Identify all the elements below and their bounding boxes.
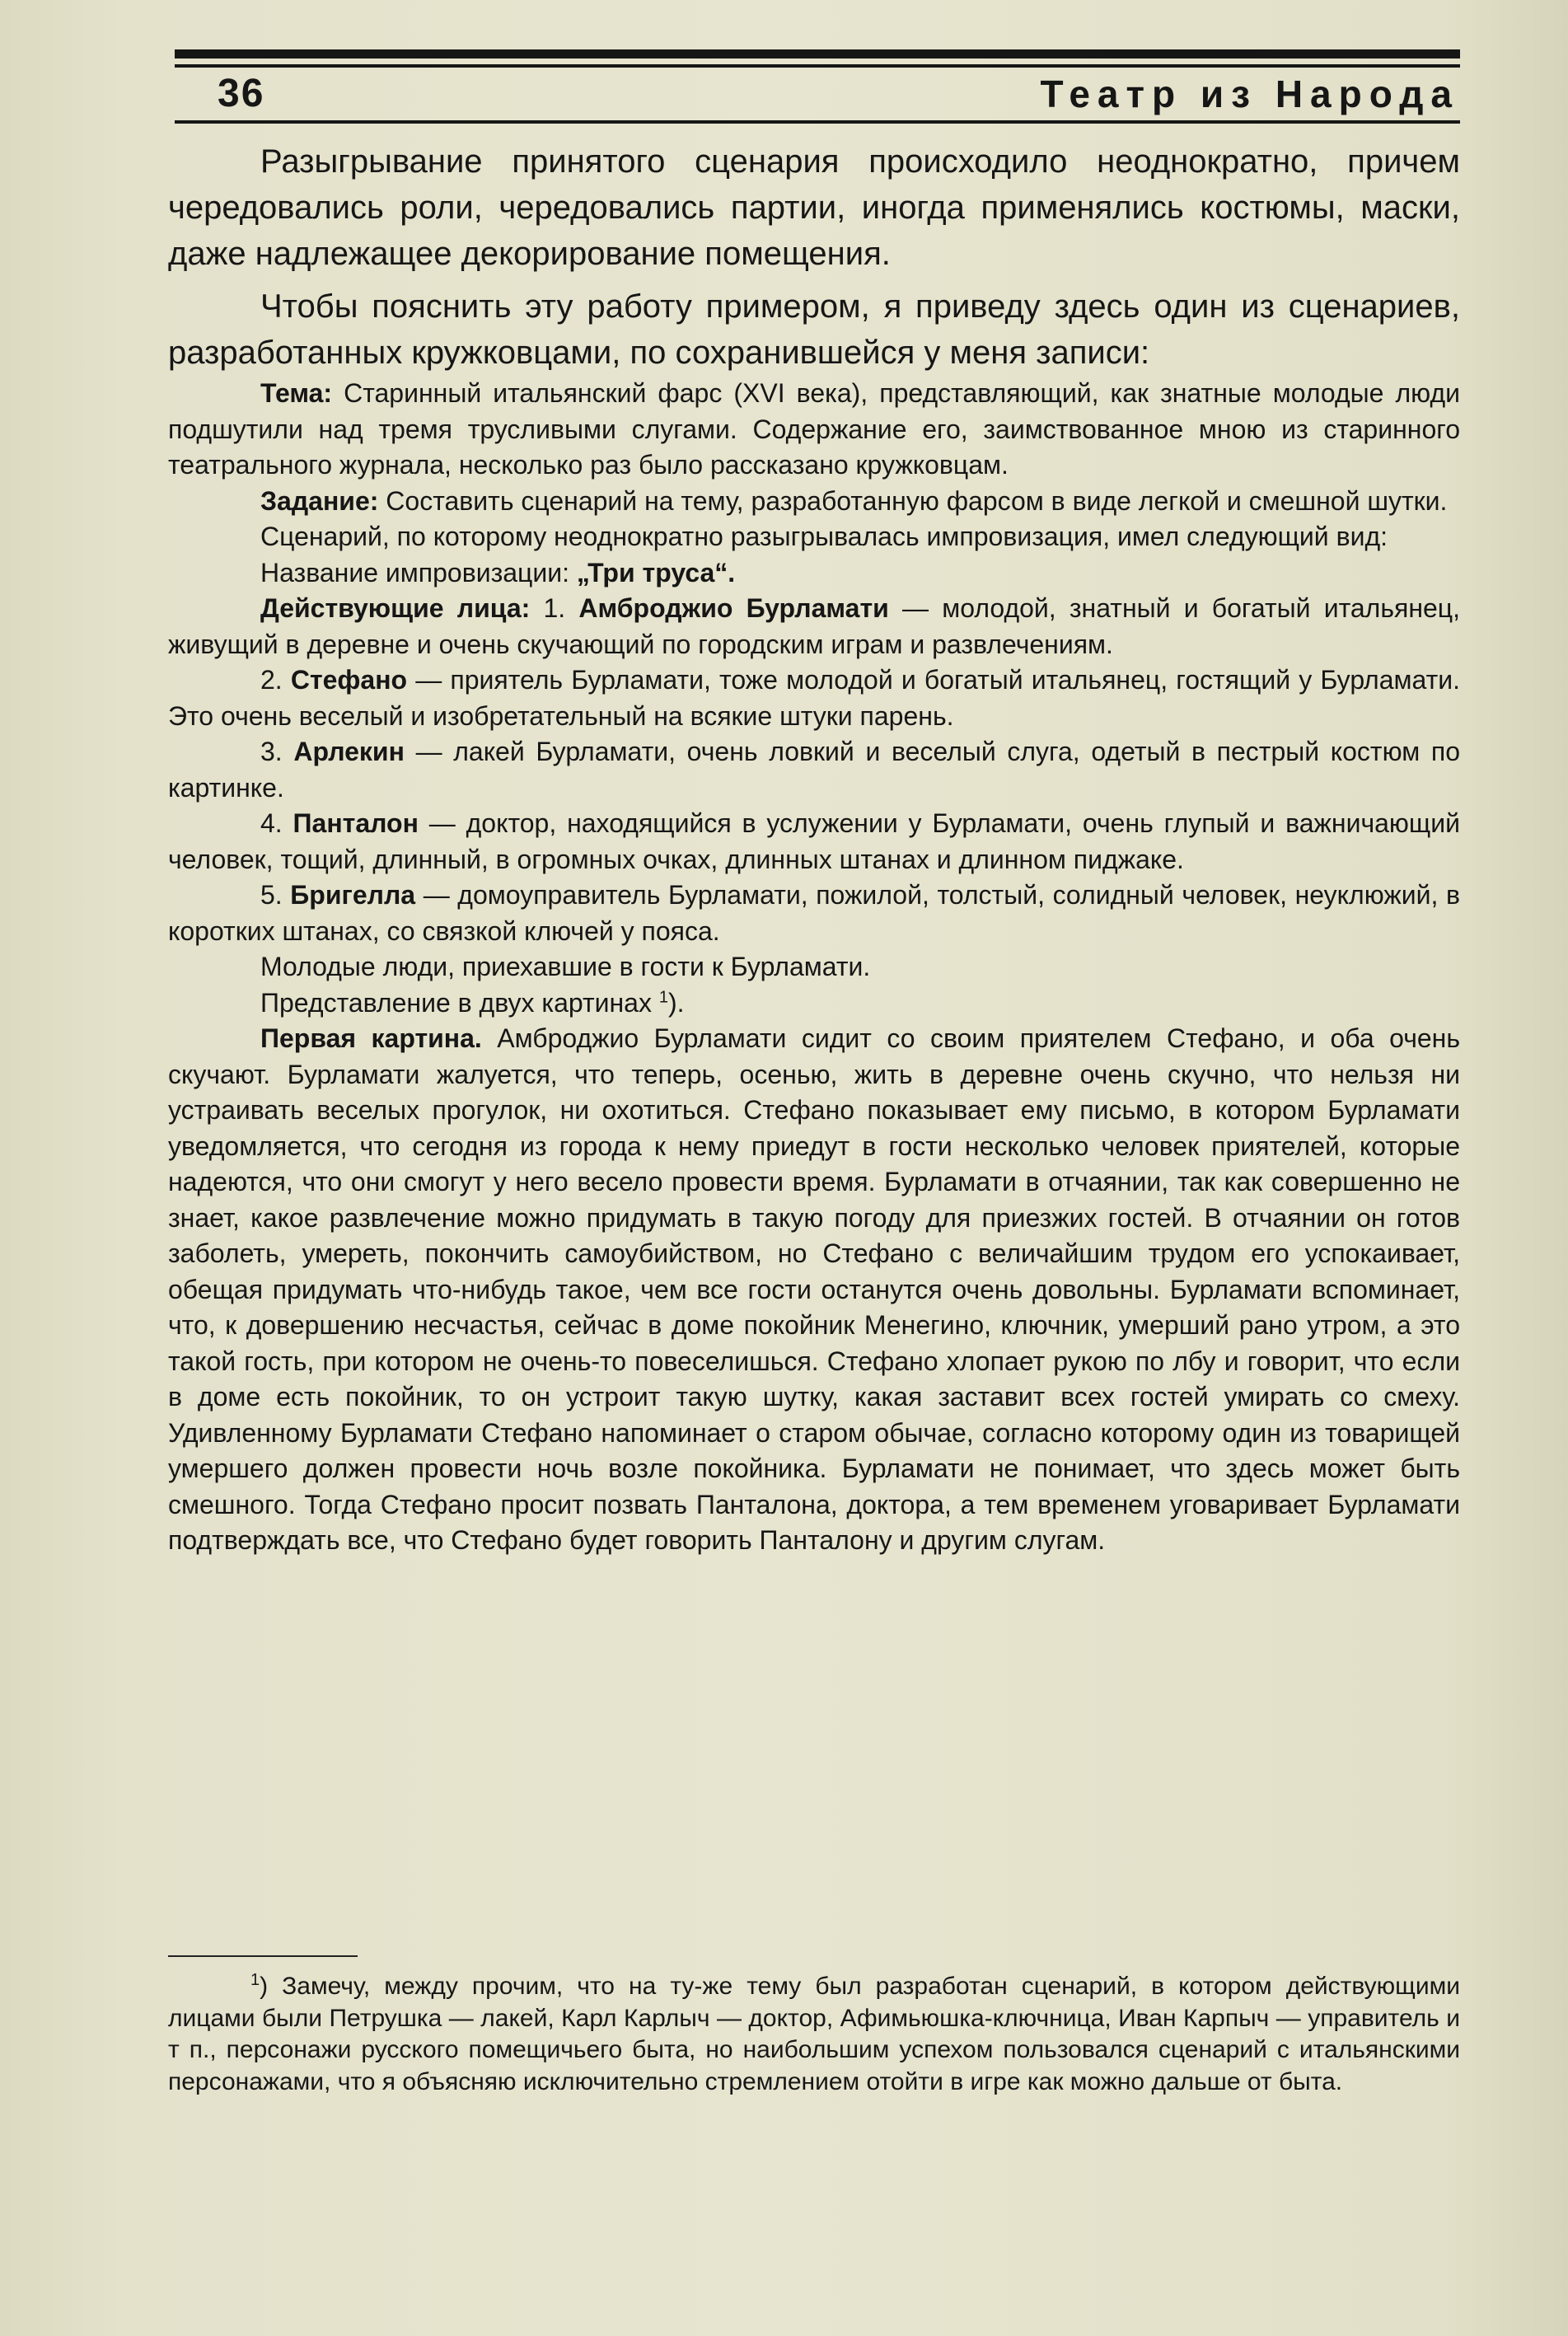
scenario-intro: Сценарий, по которому неоднократно разыгрывалась импровизация, имел следующий вид: bbox=[260, 522, 1388, 551]
task-text: Составить сценарий на тему, разработанную фарсом в виде легкой и смешной шутки. bbox=[378, 485, 1448, 516]
page-body bbox=[168, 138, 1460, 1559]
cast-name-1: Амброджио Бурламати bbox=[578, 593, 889, 623]
page-number: 36 bbox=[218, 72, 265, 115]
cast-text-1: — молодой, знатный и богатый итальянец, живущий в деревне и очень скучающий по городским играм и развлечениям. bbox=[168, 593, 1461, 659]
guests-line: Молодые люди, приехавшие в гости к Бурламати. bbox=[260, 952, 871, 981]
footnote-divider bbox=[168, 1955, 358, 1957]
header-rule-bottom bbox=[175, 120, 1460, 124]
cast-label: Действующие лица: bbox=[260, 593, 531, 623]
footnote-text: ) Замечу, между прочим, что на ту-же тему был разработан сценарий, в котором действующими лицами были Петрушка — лакей, Карл Карлыч — доктор, Афимьюшка-ключница, Иван Карпыч — управитель и т п., персонажи русского помещичьего быта, но наибольшим успехом пользовался сценарий с итальянскими персонажами, что я объясняю исключительно стремлением отойти в игре как можно дальше от быта. bbox=[168, 1973, 1460, 2095]
cast-name-4: Панталон bbox=[293, 808, 419, 838]
first-scene-paragraph bbox=[168, 1021, 1460, 1559]
performance-end: ). bbox=[667, 987, 685, 1018]
theme-label: Тема: bbox=[260, 378, 333, 408]
cast-number-1: 1. bbox=[530, 593, 579, 623]
cast-text-4: — доктор, находящийся в услужении у Бурламати, очень глупый и важничающий человек, тощий, длинный, в огромных очках, длинных штанах и длинном пиджаке. bbox=[168, 808, 1461, 874]
cast-name-3: Арлекин bbox=[293, 737, 405, 766]
cast-number-4: 4. bbox=[260, 808, 293, 838]
task-label: Задание: bbox=[260, 485, 379, 516]
cast-item-5 bbox=[168, 878, 1460, 949]
footnote-reference: 1 bbox=[658, 987, 668, 1006]
footnote-marker: 1 bbox=[250, 1971, 260, 1989]
improvisation-title-text: „Три труса“. bbox=[576, 557, 736, 588]
performance-text: Представление в двух картинах bbox=[260, 987, 652, 1018]
task-paragraph bbox=[168, 484, 1460, 520]
improvisation-title bbox=[168, 555, 1460, 592]
running-title: Театр из Народа bbox=[1040, 73, 1459, 115]
header-rule-thick bbox=[175, 49, 1460, 59]
first-scene-text: Амброджио Бурламати сидит со своим приятелем Стефано, и оба очень скучают. Бурламати жалуется, что теперь, осенью, жить в деревне очень скучно, что нельзя ни устраивать веселых прогулок, ни охотиться. Стефано показывает ему письмо, в котором Бурламати уведомляется, что сегодня из города к нему приедут в гости несколько человек приятелей, которые надеются, что они смогут у него весело провести время. Бурламати в отчаянии, так как совершенно не знает, какое развлечение можно придумать в такую погоду для приезжих гостей. В отчаянии он готов заболеть, умереть, покончить самоубийством, но Стефано с величайшим трудом его успокаивает, обещая придумать что-нибудь такое, чем все гости останутся очень довольны. Бурламати вспоминает, что, к довершению несчастья, сейчас в доме покойник Менегино, ключник, умерший рано утром, а это такой гость, при котором не очень-то повеселишься. Стефано хлопает рукою по лбу и говорит, что если в доме есть покойник, то он устроит такую шутку, какая заставит всех гостей умирать со смеху. Удивленному Бурламати Стефано напоминает о старом обычае, согласно которому один из товарищей умершего должен провести ночь возле покойника. Бурламати не понимает, что здесь может быть смешного. Тогда Стефано просит позвать Панталона, доктора, а тем временем уговаривает Бурламати подтверждать все, что Стефано будет говорить Панталону и другим слугам. bbox=[168, 1023, 1461, 1555]
cast-text-2: — приятель Бурламати, тоже молодой и богатый итальянец, гостящий у Бурламати. Это очень веселый и изобретательный на всякие штуки парень. bbox=[168, 665, 1461, 731]
performance-line bbox=[168, 985, 1460, 1022]
paragraph-example: Чтобы пояснить эту работу примером, я приведу здесь один из сценариев, разработанных кружковцами, по сохранившейся у меня записи: bbox=[168, 288, 1460, 371]
cast-item-4 bbox=[168, 806, 1460, 878]
header-rule-thin bbox=[175, 64, 1460, 68]
theme-text: Старинный итальянский фарс (XVI века), представляющий, как знатные молодые люди подшутили над тремя трусливыми слугами. Содержание его, заимствованное мною из старинного театрального журнала, несколько раз было рассказано кружковцам. bbox=[168, 378, 1460, 480]
footnote bbox=[168, 1971, 1460, 2098]
improvisation-title-label: Название импровизации: bbox=[260, 557, 577, 588]
cast-item-2 bbox=[168, 662, 1460, 734]
cast-number-3: 3. bbox=[260, 737, 294, 766]
cast-text-5: — домоуправитель Бурламати, пожилой, толстый, солидный человек, неуклюжий, в коротких штанах, со связкой ключей у пояса. bbox=[168, 880, 1461, 946]
cast-text-3: — лакей Бурламати, очень ловкий и веселый слуга, одетый в пестрый костюм по картинке. bbox=[168, 737, 1461, 803]
paragraph-intro: Разыгрывание принятого сценария происходило неоднократно, причем чередовались роли, чередовались партии, иногда применялись костюмы, маски, даже надлежащее декорирование помещения. bbox=[168, 143, 1460, 272]
theme-paragraph bbox=[168, 376, 1460, 484]
first-scene-label: Первая картина. bbox=[260, 1023, 482, 1053]
cast-number-2: 2. bbox=[260, 665, 291, 695]
cast-name-2: Стефано bbox=[290, 665, 408, 695]
cast-name-5: Бригелла bbox=[290, 880, 416, 910]
cast-item-3 bbox=[168, 734, 1460, 806]
cast-number-5: 5. bbox=[260, 880, 291, 910]
cast-item-1 bbox=[168, 591, 1460, 662]
